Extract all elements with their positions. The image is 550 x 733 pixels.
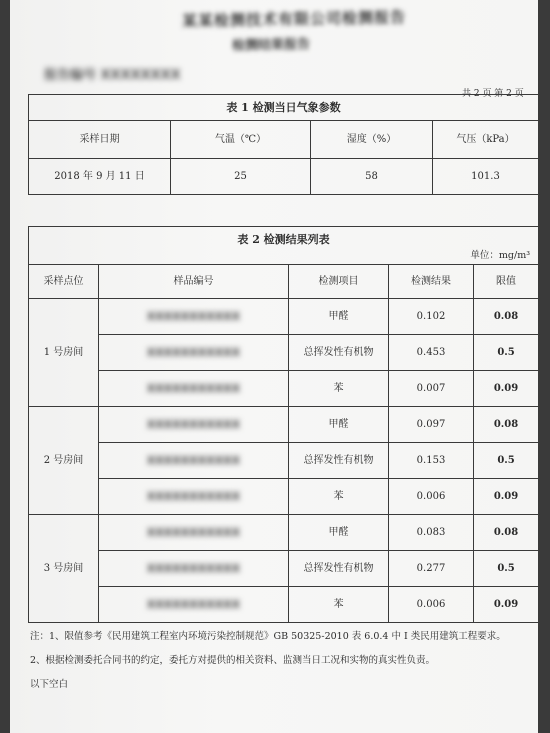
results-table bbox=[28, 226, 538, 623]
table-row bbox=[29, 335, 539, 371]
test-item: 苯 bbox=[289, 479, 389, 515]
test-item: 苯 bbox=[289, 587, 389, 623]
table-row bbox=[29, 443, 539, 479]
table-row bbox=[29, 371, 539, 407]
page-count: 共 2 页 第 2 页 bbox=[462, 89, 524, 99]
pressure-value: 101.3 bbox=[433, 159, 539, 195]
col-header-humidity: 湿度（%） bbox=[311, 121, 433, 159]
sample-id-blurred: XXXXXXXXXXX bbox=[99, 299, 289, 335]
limit-value: 0.09 bbox=[474, 587, 539, 623]
results-table-title: 表 2 检测结果列表 bbox=[237, 232, 330, 246]
table-row bbox=[29, 587, 539, 623]
col-header-pressure: 气压（kPa） bbox=[433, 121, 539, 159]
temperature-value: 25 bbox=[171, 159, 311, 195]
col-header-result: 检测结果 bbox=[389, 265, 474, 299]
note-blank-below: 以下空白 bbox=[30, 679, 69, 690]
limit-value: 0.5 bbox=[474, 443, 539, 479]
sample-id-blurred: XXXXXXXXXXX bbox=[99, 371, 289, 407]
sample-id-blurred: XXXXXXXXXXX bbox=[99, 551, 289, 587]
col-header-sampling-date: 采样日期 bbox=[29, 121, 171, 159]
location-cell: 3 号房间 bbox=[29, 515, 99, 623]
sample-id-blurred: XXXXXXXXXXX bbox=[99, 335, 289, 371]
table-row bbox=[29, 299, 539, 335]
result-value: 0.006 bbox=[389, 479, 474, 515]
limit-value: 0.08 bbox=[474, 407, 539, 443]
sample-id-blurred: XXXXXXXXXXX bbox=[99, 407, 289, 443]
result-value: 0.007 bbox=[389, 371, 474, 407]
col-header-sample-id: 样品编号 bbox=[99, 265, 289, 299]
unit-label: 单位：mg/m³ bbox=[470, 249, 531, 261]
header-report-number-blurred: 报告编号 XXXXXXXX bbox=[44, 68, 181, 83]
test-item: 甲醛 bbox=[289, 407, 389, 443]
results-table-caption-cell bbox=[29, 227, 539, 265]
result-value: 0.277 bbox=[389, 551, 474, 587]
result-value: 0.097 bbox=[389, 407, 474, 443]
header-subtitle-blurred: 检测结果报告 bbox=[231, 37, 311, 54]
humidity-value: 58 bbox=[311, 159, 433, 195]
weather-table-title: 表 1 检测当日气象参数 bbox=[29, 95, 539, 121]
table-row bbox=[29, 551, 539, 587]
limit-value: 0.08 bbox=[474, 299, 539, 335]
limit-value: 0.08 bbox=[474, 515, 539, 551]
limit-value: 0.09 bbox=[474, 479, 539, 515]
col-header-location: 采样点位 bbox=[29, 265, 99, 299]
col-header-test-item: 检测项目 bbox=[289, 265, 389, 299]
note-limit-reference: 注：1、限值参考《民用建筑工程室内环境污染控制规范》GB 50325-2010 表 6.0.4 中 I 类民用建筑工程要求。 bbox=[30, 631, 506, 642]
sampling-date-value: 2018 年 9 月 11 日 bbox=[29, 159, 171, 195]
report-page bbox=[10, 0, 538, 733]
result-value: 0.453 bbox=[389, 335, 474, 371]
table-row bbox=[29, 515, 539, 551]
sample-id-blurred: XXXXXXXXXXX bbox=[99, 587, 289, 623]
header-company-blurred: 某某检测技术有限公司检测报告 bbox=[181, 8, 407, 30]
test-item: 总挥发性有机物 bbox=[289, 551, 389, 587]
sample-id-blurred: XXXXXXXXXXX bbox=[99, 515, 289, 551]
result-value: 0.006 bbox=[389, 587, 474, 623]
col-header-temperature: 气温（℃） bbox=[171, 121, 311, 159]
result-value: 0.102 bbox=[389, 299, 474, 335]
limit-value: 0.5 bbox=[474, 551, 539, 587]
table-row bbox=[29, 479, 539, 515]
sample-id-blurred: XXXXXXXXXXX bbox=[99, 443, 289, 479]
test-item: 甲醛 bbox=[289, 515, 389, 551]
result-value: 0.153 bbox=[389, 443, 474, 479]
sample-id-blurred: XXXXXXXXXXX bbox=[99, 479, 289, 515]
location-cell: 1 号房间 bbox=[29, 299, 99, 407]
test-item: 总挥发性有机物 bbox=[289, 335, 389, 371]
test-item: 苯 bbox=[289, 371, 389, 407]
col-header-limit: 限值 bbox=[474, 265, 539, 299]
result-value: 0.083 bbox=[389, 515, 474, 551]
note-client-responsibility: 2、根据检测委托合同书的约定，委托方对提供的相关资料、监测当日工况和实物的真实性负责。 bbox=[30, 655, 436, 666]
test-item: 甲醛 bbox=[289, 299, 389, 335]
limit-value: 0.09 bbox=[474, 371, 539, 407]
weather-table bbox=[28, 94, 538, 195]
limit-value: 0.5 bbox=[474, 335, 539, 371]
test-item: 总挥发性有机物 bbox=[289, 443, 389, 479]
location-cell: 2 号房间 bbox=[29, 407, 99, 515]
table-row bbox=[29, 407, 539, 443]
